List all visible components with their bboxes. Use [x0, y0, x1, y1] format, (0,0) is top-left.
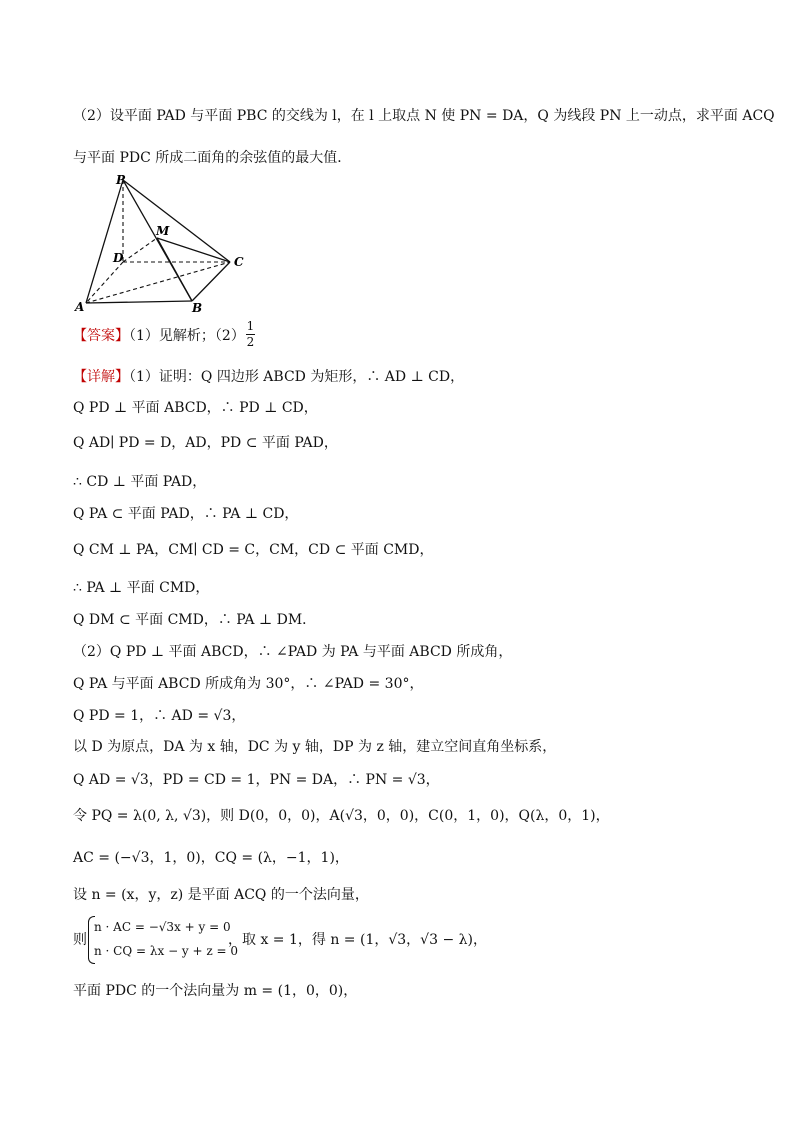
detail-line: 【详解】（1）证明：Q 四边形 ABCD 为矩形，∴ AD ⊥ CD， — [73, 369, 465, 385]
solution-line: 则 — [73, 932, 87, 948]
solution-line: Q PA 与平面 ABCD 所成角为 30°，∴ ∠PAD = 30°， — [73, 676, 424, 692]
solution-line: AC = (−√3，1，0)，CQ = (λ，−1，1)， — [73, 850, 349, 866]
label-a: A — [75, 300, 85, 314]
p2-question: （2）设平面 PAD 与平面 PBC 的交线为 l，在 l 上取点 N 使 PN = DA，Q 为线段 PN 上一动点，求平面 ACQ — [73, 108, 775, 124]
solution-line: 平面 PDC 的一个法向量为 m = (1，0，0)， — [73, 983, 358, 999]
solution-line: Q CM ⊥ PA，CM∣ CD = C，CM，CD ⊂ 平面 CMD， — [73, 542, 434, 558]
solution-line: 令 PQ = λ(0, λ, √3)，则 D(0，0，0)，A(√3，0，0)，C(0，1，0)，Q(λ，0，1)， — [73, 808, 610, 824]
solution-line: Q AD = √3，PD = CD = 1，PN = DA，∴ PN = √3， — [73, 772, 440, 788]
solution-line: 设 n = (x，y，z) 是平面 ACQ 的一个法向量， — [73, 887, 369, 903]
answer-line: 【答案】（1）见解析；（2） — [73, 328, 245, 344]
answer-label: 【答案】 — [73, 328, 129, 344]
answer-fraction: 1 2 — [246, 319, 255, 349]
solution-line: Q AD∣ PD = D，AD，PD ⊂ 平面 PAD， — [73, 435, 338, 451]
label-p: P — [116, 173, 126, 187]
label-d: D — [113, 251, 124, 265]
solution-line: Q PD = 1，∴ AD = √3， — [73, 708, 246, 724]
equation-1: n · AC = −√3x + y = 0 — [94, 920, 231, 934]
solution-line: Q DM ⊂ 平面 CMD，∴ PA ⊥ DM． — [73, 612, 317, 628]
label-m: M — [156, 224, 170, 238]
solution-line: ∴ PA ⊥ 平面 CMD， — [73, 580, 210, 596]
solution-line: ，取 x = 1，得 n = (1，√3，√3 − λ)， — [228, 932, 487, 948]
label-b: B — [192, 301, 203, 315]
label-c: C — [234, 255, 244, 269]
solution-line: Q PD ⊥ 平面 ABCD，∴ PD ⊥ CD， — [73, 400, 318, 416]
solution-line: （2）Q PD ⊥ 平面 ABCD，∴ ∠PAD 为 PA 与平面 ABCD 所成角， — [73, 644, 513, 660]
solution-line: 以 D 为原点，DA 为 x 轴，DC 为 y 轴，DP 为 z 轴，建立空间直角坐标系， — [73, 739, 557, 755]
pyramid-figure — [70, 170, 270, 320]
solution-line: ∴ CD ⊥ 平面 PAD， — [73, 474, 207, 490]
solution-line: Q PA ⊂ 平面 PAD，∴ PA ⊥ CD， — [73, 506, 299, 522]
detail-label: 【详解】 — [73, 369, 129, 385]
equation-2: n · CQ = λx − y + z = 0 — [94, 944, 239, 958]
p2-question-cont: 与平面 PDC 所成二面角的余弦值的最大值． — [73, 150, 352, 166]
